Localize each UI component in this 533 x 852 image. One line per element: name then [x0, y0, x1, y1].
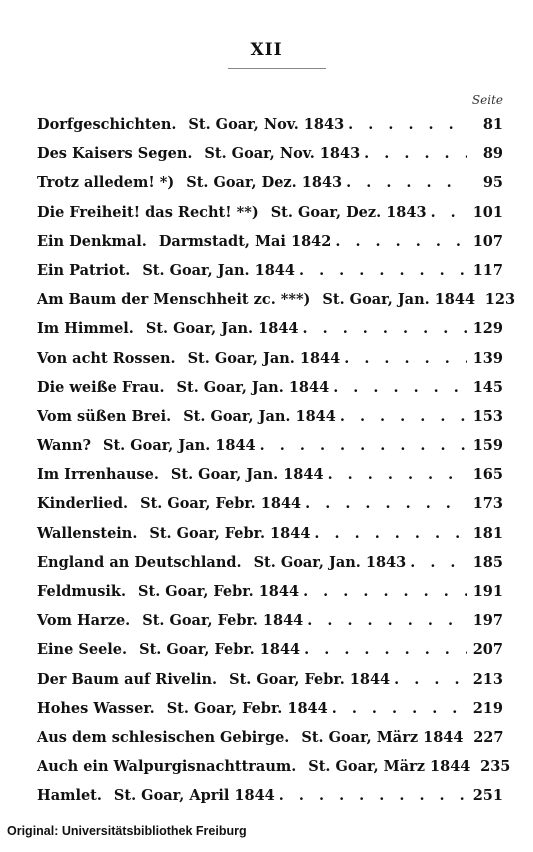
toc-page-number: 165 [472, 466, 503, 484]
dot-leader [333, 379, 467, 396]
toc-place-date: St. Goar, März 1844 [301, 728, 464, 746]
toc-page-number: 213 [472, 670, 503, 688]
dot-leader [364, 145, 467, 162]
toc-title: Vom Harze. [37, 612, 131, 630]
toc-place-date: St. Goar, Febr. 1844 [149, 524, 311, 542]
toc-title: Wann? [37, 437, 91, 455]
toc-title: Vom süßen Brei. [37, 407, 172, 425]
table-of-contents [37, 116, 516, 817]
toc-entry [37, 641, 503, 670]
dot-leader [299, 262, 467, 279]
toc-entry [37, 408, 503, 437]
dot-leader [314, 525, 467, 542]
toc-title: Von acht Rossen. [37, 349, 176, 367]
toc-entry [37, 174, 503, 203]
toc-place-date: St. Goar, Jan. 1844 [183, 407, 336, 425]
toc-entry [37, 583, 503, 612]
toc-title: Des Kaisers Segen. [37, 145, 193, 163]
toc-title: Hohes Wasser. [37, 699, 155, 717]
toc-page-number: 207 [472, 641, 503, 659]
toc-page-number: 101 [472, 203, 503, 221]
toc-page-number: 173 [472, 495, 503, 513]
toc-page-number: 117 [472, 261, 503, 279]
toc-entry [37, 291, 516, 320]
toc-title: Trotz alledem! *) [37, 174, 175, 192]
toc-page-number: 185 [472, 553, 503, 571]
dot-leader [303, 583, 467, 600]
toc-page-number: 123 [484, 291, 516, 309]
toc-place-date: St. Goar, Jan. 1844 [187, 349, 341, 367]
dot-leader [335, 233, 467, 250]
toc-place-date: St. Goar, Febr. 1844 [166, 699, 328, 717]
toc-entry [37, 671, 503, 700]
toc-entry [37, 350, 503, 379]
toc-place-date: Darmstadt, Mai 1842 [158, 232, 332, 250]
toc-page-number: 159 [472, 437, 503, 455]
dot-leader [305, 495, 467, 512]
toc-entry [37, 525, 503, 554]
toc-entry [37, 554, 503, 583]
dot-leader [340, 408, 467, 425]
toc-place-date: St. Goar, Jan. 1844 [176, 378, 330, 396]
toc-title: Eine Seele. [37, 641, 128, 659]
toc-page-number: 251 [472, 787, 503, 805]
toc-title: Der Baum auf Rivelin. [37, 670, 218, 688]
toc-place-date: St. Goar, Jan. 1843 [253, 553, 407, 571]
toc-place-date: St. Goar, März 1844 [308, 758, 471, 776]
toc-entry [37, 145, 503, 174]
toc-entry [37, 495, 503, 524]
toc-entry [37, 700, 503, 729]
toc-page-number: 129 [472, 320, 503, 338]
toc-page-number: 197 [472, 612, 503, 630]
dot-leader [260, 437, 467, 454]
toc-title: Die Freiheit! das Recht! **) [37, 203, 259, 221]
toc-place-date: St. Goar, Febr. 1844 [142, 612, 304, 630]
toc-page-number: 139 [472, 349, 503, 367]
dot-leader [410, 554, 467, 571]
toc-page-number: 95 [482, 174, 503, 192]
toc-title: Wallenstein. [37, 524, 138, 542]
dot-leader [328, 466, 467, 483]
toc-entry [37, 787, 503, 816]
toc-page-number: 235 [480, 758, 511, 776]
toc-place-date: St. Goar, Febr. 1844 [138, 583, 300, 600]
toc-title: Hamlet. [37, 787, 102, 805]
toc-place-date: St. Goar, Nov. 1843 [188, 116, 345, 133]
toc-place-date: St. Goar, Dez. 1843 [270, 203, 427, 221]
toc-place-date: St. Goar, Jan. 1844 [103, 437, 256, 455]
dot-leader [431, 204, 467, 221]
page-column-label: Seite [471, 93, 503, 107]
dot-leader [304, 641, 467, 658]
toc-title: Auch ein Walpurgisnachttraum. [37, 758, 297, 776]
dot-leader [346, 174, 467, 191]
toc-place-date: St. Goar, Jan. 1844 [142, 261, 295, 279]
toc-title: England an Deutschland. [37, 553, 242, 571]
toc-entry [37, 466, 503, 495]
toc-title: Aus dem schlesischen Gebirge. [37, 728, 290, 746]
dot-leader [348, 116, 467, 133]
toc-entry [37, 758, 511, 787]
toc-place-date: St. Goar, Jan. 1844 [145, 320, 299, 338]
toc-entry [37, 612, 503, 641]
toc-page-number: 219 [472, 699, 503, 717]
page-number: XII [250, 40, 283, 60]
toc-page-number: 181 [472, 524, 503, 542]
toc-page-number: 107 [472, 232, 503, 250]
toc-page-number: 153 [472, 407, 503, 425]
toc-place-date: St. Goar, Jan. 1844 [322, 291, 476, 309]
toc-title: Ein Denkmal. [37, 232, 147, 250]
toc-title: Dorfgeschichten. [37, 116, 177, 133]
dot-leader [332, 700, 467, 717]
toc-title: Im Himmel. [37, 320, 134, 338]
toc-page-number: 145 [472, 378, 503, 396]
toc-title: Ein Patriot. [37, 261, 131, 279]
toc-place-date: St. Goar, Febr. 1844 [139, 641, 301, 659]
toc-place-date: St. Goar, Febr. 1844 [140, 495, 302, 513]
toc-entry [37, 729, 503, 758]
dot-leader [394, 671, 467, 688]
dot-leader [307, 612, 467, 629]
toc-place-date: St. Goar, April 1844 [113, 787, 275, 805]
toc-title: Am Baum der Menschheit zc. ***) [37, 291, 311, 309]
toc-entry [37, 320, 503, 349]
toc-entry [37, 233, 503, 262]
toc-entry [37, 204, 503, 233]
dot-leader [279, 787, 467, 804]
toc-title: Die weiße Frau. [37, 378, 165, 396]
toc-page-number: 89 [482, 145, 503, 163]
toc-place-date: St. Goar, Jan. 1844 [170, 466, 324, 484]
header-rule [228, 68, 326, 69]
dot-leader [303, 320, 467, 337]
toc-place-date: St. Goar, Nov. 1843 [204, 145, 361, 163]
toc-title: Im Irrenhause. [37, 466, 159, 484]
toc-place-date: St. Goar, Dez. 1843 [186, 174, 343, 192]
toc-entry [37, 437, 503, 466]
library-credit: Original: Universitätsbibliothek Freiburg [7, 824, 247, 838]
toc-entry [37, 116, 503, 145]
toc-page-number: 191 [472, 583, 503, 600]
toc-entry [37, 262, 503, 291]
toc-page-number: 81 [482, 116, 503, 133]
toc-place-date: St. Goar, Febr. 1844 [229, 670, 391, 688]
toc-title: Feldmusik. [37, 583, 127, 600]
toc-page-number: 227 [473, 728, 504, 746]
toc-title: Kinderlied. [37, 495, 129, 513]
toc-entry [37, 379, 503, 408]
dot-leader [344, 350, 467, 367]
